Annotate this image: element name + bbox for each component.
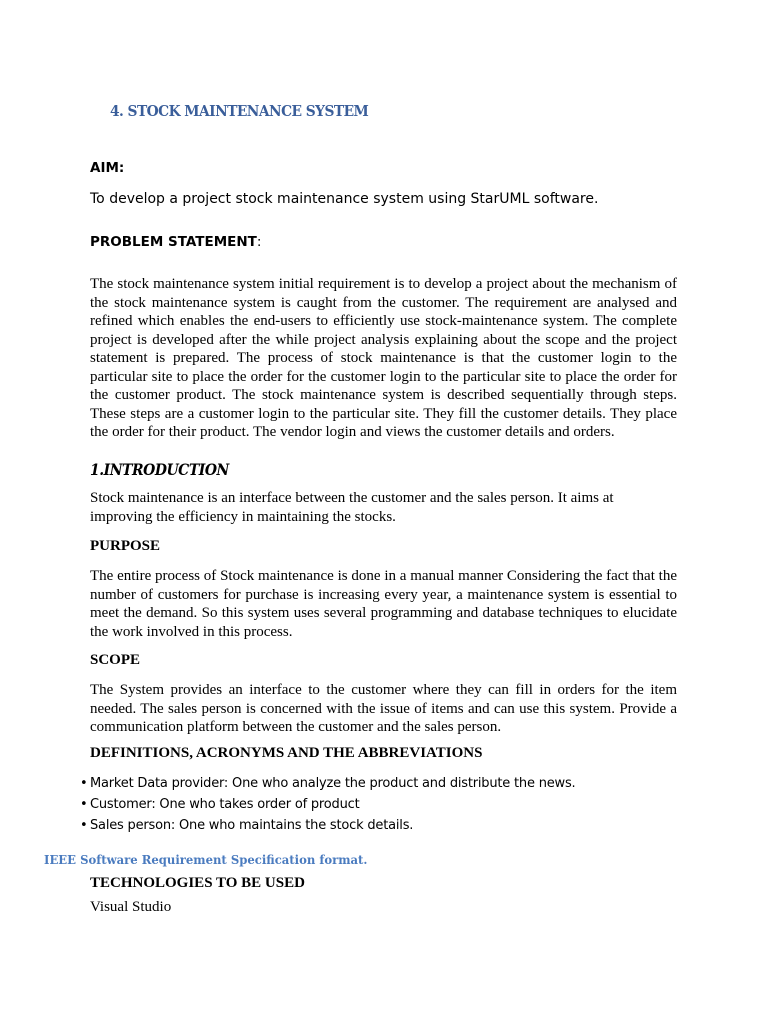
- bullet-icon: •: [80, 818, 88, 833]
- definition-customer: Customer: One who takes order of product: [90, 797, 360, 812]
- format-note: IEEE Software Requirement Specification format.: [44, 852, 368, 867]
- introduction-text: Stock maintenance is an interface between the customer and the sales person. It aims at improving the efficiency in maintaining the stocks.: [90, 490, 614, 525]
- purpose-text: The entire process of Stock maintenance is done in a manual manner Considering the fact that the number of customers for purchase is increasing every year, a maintenance system is essential to meet the demand. So this system uses several programming and database techniques to elucidate the work involved in this process.: [90, 568, 677, 640]
- definition-sales-person: Sales person: One who maintains the stock details.: [90, 818, 414, 833]
- scope-text: The System provides an interface to the customer where they can fill in orders for the item needed. The sales person is concerned with the issue of items and can use this system. Provide a communication platform between the customer and the sales person.: [90, 682, 677, 735]
- technologies-heading: TECHNOLOGIES TO BE USED: [90, 875, 305, 891]
- definition-market-data-provider: Market Data provider: One who analyze the product and distribute the news.: [90, 776, 576, 791]
- aim-text: To develop a project stock maintenance system using StarUML software.: [90, 191, 599, 207]
- definitions-heading: DEFINITIONS, ACRONYMS AND THE ABBREVIATIONS: [90, 745, 483, 761]
- list-item: [80, 817, 575, 838]
- problem-statement-colon: :: [256, 234, 262, 250]
- scope-heading: SCOPE: [90, 652, 141, 668]
- definitions-list: [80, 775, 575, 838]
- bullet-icon: •: [80, 797, 88, 812]
- page-title: 4. STOCK MAINTENANCE SYSTEM: [110, 102, 369, 120]
- bullet-icon: •: [80, 776, 88, 791]
- problem-statement-text: The stock maintenance system initial requirement is to develop a project about the mechanism of the stock maintenance system is caught from the customer. The requirement are analysed and refined which enables the end-users to efficiently use stock-maintenance system. The complete project is developed after the while project analysis explaining about the scope and the project statement is prepared. The process of stock maintenance is that the customer login to the particular site to place the order for the customer login to the particular site to place the order for the customer product. The stock maintenance system is described sequentially through steps. These steps are a customer login to the particular site. They fill the customer details. They place the order for their product. The vendor login and views the customer details and orders.: [90, 276, 677, 440]
- list-item: [80, 796, 575, 817]
- list-item: [80, 775, 575, 796]
- problem-statement-heading: PROBLEM STATEMENT: [90, 234, 257, 250]
- problem-statement-heading-line: [90, 233, 261, 251]
- technologies-text: Visual Studio: [90, 899, 172, 915]
- purpose-heading: PURPOSE: [90, 538, 161, 554]
- introduction-heading: 1.INTRODUCTION: [90, 460, 229, 479]
- aim-heading: AIM:: [90, 160, 125, 176]
